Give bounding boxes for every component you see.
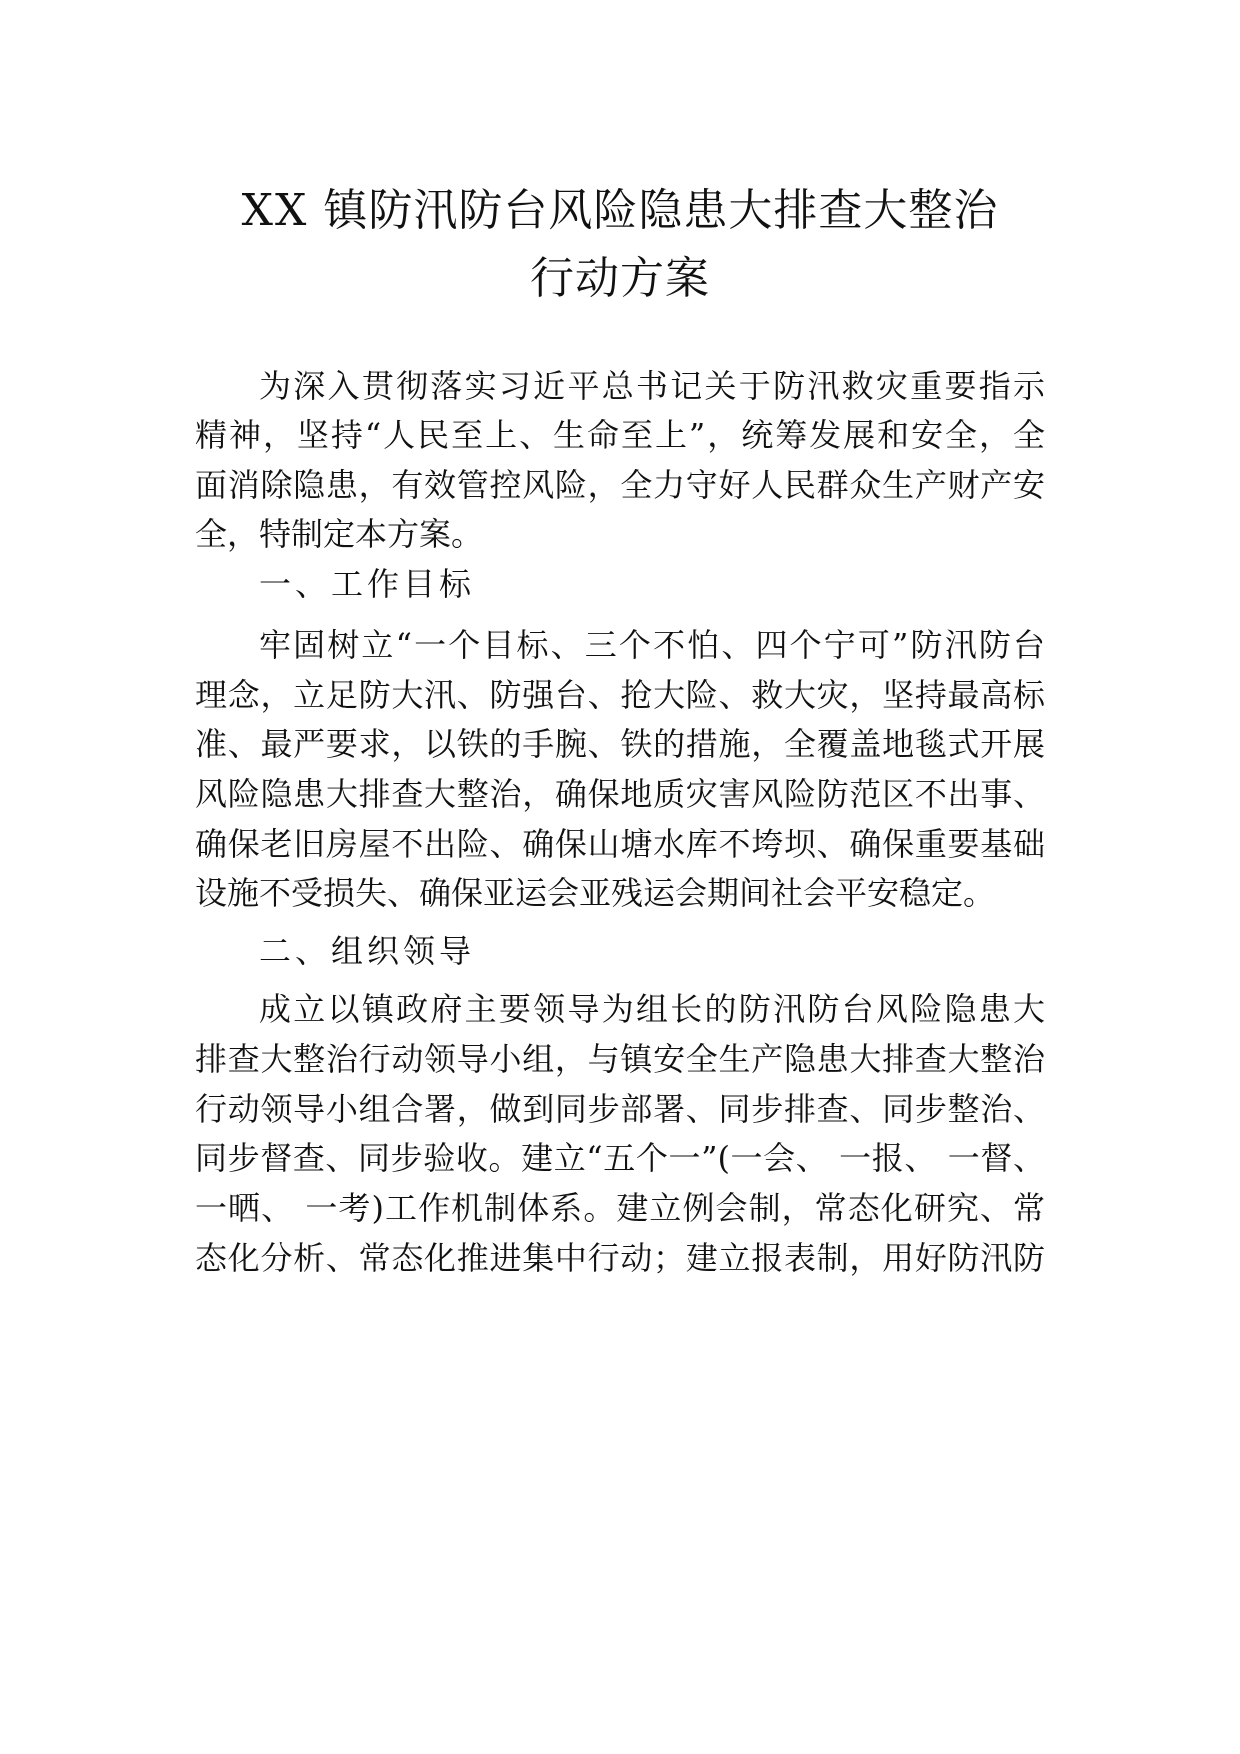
section-2-line-4: 同步督查、同步验收。建立“五个一”(一会、 一报、 一督、 <box>195 1139 1045 1177</box>
section-2-line-2: 排查大整治行动领导小组，与镇安全生产隐患大排查大整治 <box>195 1040 1045 1078</box>
section-2-line-3: 行动领导小组合署，做到同步部署、同步排查、同步整治、 <box>195 1090 1045 1128</box>
intro-line-4: 全，特制定本方案。 <box>195 515 484 553</box>
section-1-line-2: 理念，立足防大汛、防强台、抢大险、救大灾，坚持最高标 <box>195 676 1045 714</box>
section-1-line-4: 风险隐患大排查大整治，确保地质灾害风险防范区不出事、 <box>195 775 1045 813</box>
intro-line-1: 为深入贯彻落实习近平总书记关于防汛救灾重要指示 <box>259 367 1045 405</box>
document-title-line-1 <box>150 185 1090 236</box>
section-1-heading: 一、工作目标 <box>259 565 476 603</box>
section-2-line-1: 成立以镇政府主要领导为组长的防汛防台风险隐患大 <box>259 990 1045 1028</box>
section-2-line-5: 一晒、 一考)工作机制体系。建立例会制，常态化研究、常 <box>195 1189 1045 1227</box>
section-2-line-6: 态化分析、常态化推进集中行动；建立报表制，用好防汛防 <box>195 1239 1045 1277</box>
section-2-heading: 二、组织领导 <box>259 932 476 970</box>
intro-line-3: 面消除隐患，有效管控风险，全力守好人民群众生产财产安 <box>195 466 1045 504</box>
title-main-text: 镇防汛防台风险隐患大排查大整治 <box>323 185 999 236</box>
intro-line-2: 精神，坚持“人民至上、生命至上”，统筹发展和安全，全 <box>195 416 1045 454</box>
section-1-line-1: 牢固树立“一个目标、三个不怕、四个宁可”防汛防台 <box>259 626 1045 664</box>
section-1-line-6: 设施不受损失、确保亚运会亚残运会期间社会平安稳定。 <box>195 874 996 912</box>
section-1-line-5: 确保老旧房屋不出险、确保山塘水库不垮坝、确保重要基础 <box>195 825 1045 863</box>
document-title-line-2: 行动方案 <box>530 253 710 304</box>
title-town-placeholder: XX <box>241 185 309 236</box>
section-1-line-3: 准、最严要求，以铁的手腕、铁的措施，全覆盖地毯式开展 <box>195 725 1045 763</box>
